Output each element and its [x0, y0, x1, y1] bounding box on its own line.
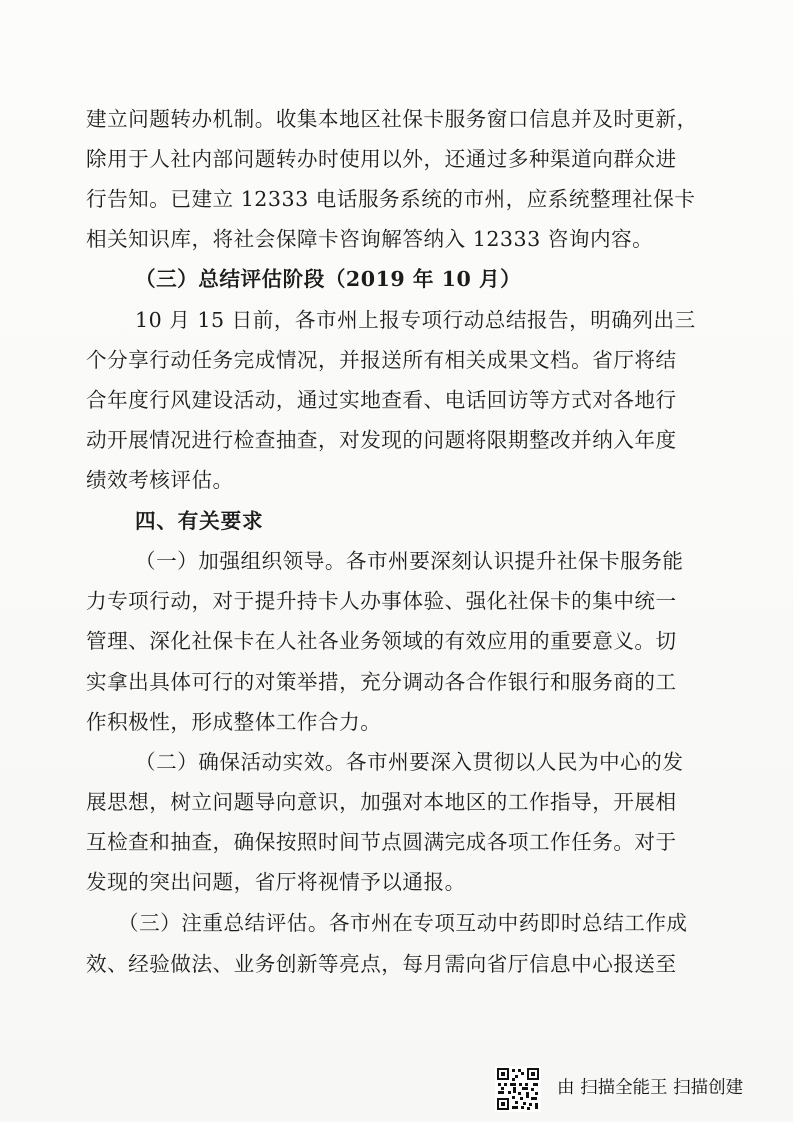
scanner-watermark [495, 1066, 785, 1112]
body-line: 互检查和抽查，确保按照时间节点圆满完成各项工作任务。对于 [86, 830, 677, 854]
body-line: 10 月 15 日前，各市州上报专项行动总结报告，明确列出三 [135, 308, 696, 332]
scanner-watermark-text: 由 扫描全能王 扫描创建 [557, 1078, 744, 1098]
body-line: （三）注重总结评估。各市州在专项互动中药即时总结工作成 [118, 911, 688, 935]
body-line: 展思想，树立问题导向意识，加强对本地区的工作指导，开展相 [86, 790, 677, 814]
body-line: 建立问题转办机制。收集本地区社保卡服务窗口信息并及时更新， [86, 107, 698, 131]
body-line: 管理、深化社保卡在人社各业务领域的有效应用的重要意义。切 [86, 629, 677, 653]
body-line: 实拿出具体可行的对策举措，充分调动各合作银行和服务商的工 [86, 670, 677, 694]
body-line: （一）加强组织领导。各市州要深刻认识提升社保卡服务能 [135, 549, 684, 573]
body-line: 合年度行风建设活动，通过实地查看、电话回访等方式对各地行 [86, 388, 677, 412]
body-line: 动开展情况进行检查抽查，对发现的问题将限期整改并纳入年度 [86, 428, 677, 452]
body-line: 力专项行动，对于提升持卡人办事体验、强化社保卡的集中统一 [86, 589, 677, 613]
body-line: 相关知识库，将社会保障卡咨询解答纳入 12333 咨询内容。 [86, 227, 654, 251]
body-line: 发现的突出问题，省厅将视情予以通报。 [86, 870, 466, 894]
body-line: 行告知。已建立 12333 电话服务系统的市州，应系统整理社保卡 [86, 187, 696, 211]
body-line: 作积极性，形成整体工作合力。 [86, 710, 382, 734]
body-line: 效、经验做法、业务创新等亮点，每月需向省厅信息中心报送至 [86, 952, 677, 976]
body-line: 除用于人社内部问题转办时使用以外，还通过多种渠道向群众进 [86, 147, 677, 171]
body-line: 个分享行动任务完成情况，并报送所有相关成果文档。省厅将结 [86, 348, 677, 372]
qr-code-icon [495, 1066, 541, 1112]
body-line: （二）确保活动实效。各市州要深入贯彻以人民为中心的发 [135, 750, 684, 774]
section-heading-requirements: 四、有关要求 [135, 509, 264, 533]
section-subheading-summary-stage: （三）总结评估阶段（2019 年 10 月） [135, 267, 522, 291]
body-line: 绩效考核评估。 [86, 468, 234, 492]
